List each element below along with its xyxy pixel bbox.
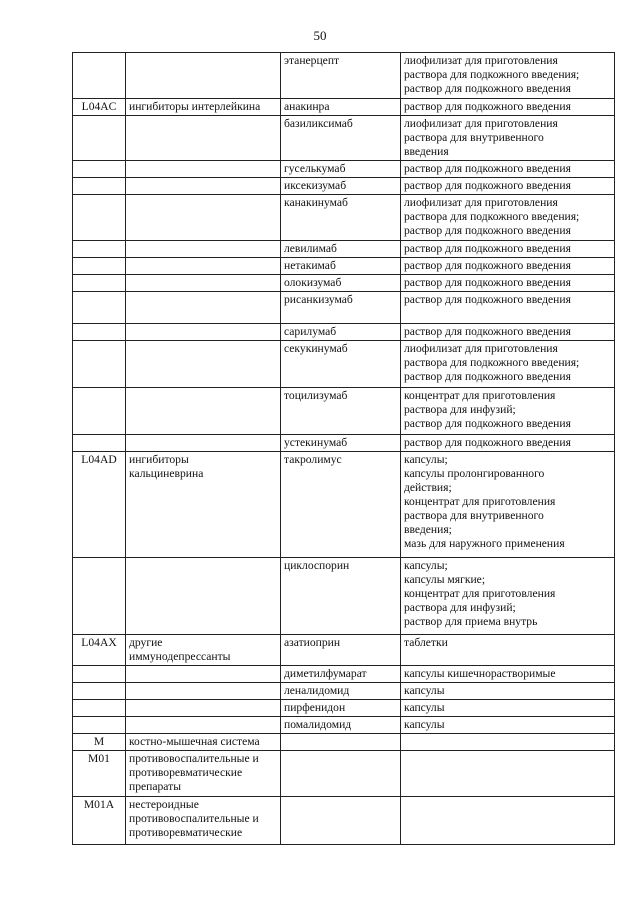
table-row	[73, 116, 615, 161]
dosage-form-cell: капсулы кишечнорастворимые	[401, 666, 615, 683]
dosage-form-cell: лиофилизат для приготовления раствора для подкожного введения; раствор для подкожного введения	[401, 341, 615, 388]
dosage-form-cell: таблетки	[401, 635, 615, 666]
group-name-cell	[126, 258, 281, 275]
group-name-cell: ингибиторы кальциневрина	[126, 452, 281, 558]
dosage-form-cell: раствор для подкожного введения	[401, 161, 615, 178]
table-row	[73, 797, 615, 845]
dosage-form-cell: капсулы	[401, 683, 615, 700]
dosage-form-cell: концентрат для приготовления раствора для инфузий; раствор для подкожного введения	[401, 388, 615, 435]
atc-code-cell: M01A	[73, 797, 126, 845]
table-row	[73, 99, 615, 116]
group-name-cell	[126, 435, 281, 452]
group-name-cell: другие иммунодепрессанты	[126, 635, 281, 666]
drug-name-cell	[281, 734, 401, 751]
drug-name-cell: этанерцепт	[281, 53, 401, 99]
dosage-form-cell: раствор для подкожного введения	[401, 178, 615, 195]
table-row	[73, 435, 615, 452]
drug-name-cell: леналидомид	[281, 683, 401, 700]
atc-code-cell	[73, 388, 126, 435]
atc-code-cell: M01	[73, 751, 126, 797]
drug-name-cell: канакинумаб	[281, 195, 401, 241]
drug-name-cell	[281, 797, 401, 845]
atc-code-cell: L04AX	[73, 635, 126, 666]
dosage-form-cell: раствор для подкожного введения	[401, 258, 615, 275]
group-name-cell	[126, 717, 281, 734]
atc-code-cell	[73, 683, 126, 700]
group-name-cell: противовоспалительные и противоревматические препараты	[126, 751, 281, 797]
drug-name-cell: анакинра	[281, 99, 401, 116]
table-row	[73, 751, 615, 797]
atc-code-cell	[73, 435, 126, 452]
group-name-cell: нестероидные противовоспалительные и противоревматические	[126, 797, 281, 845]
drug-name-cell: такролимус	[281, 452, 401, 558]
table-row	[73, 700, 615, 717]
drug-name-cell: секукинумаб	[281, 341, 401, 388]
dosage-form-cell: раствор для подкожного введения	[401, 275, 615, 292]
drug-name-cell: диметилфумарат	[281, 666, 401, 683]
drug-name-cell	[281, 751, 401, 797]
table-row	[73, 324, 615, 341]
group-name-cell: ингибиторы интерлейкина	[126, 99, 281, 116]
group-name-cell	[126, 341, 281, 388]
atc-code-cell	[73, 558, 126, 635]
group-name-cell	[126, 292, 281, 324]
dosage-form-cell: лиофилизат для приготовления раствора для подкожного введения; раствор для подкожного введения	[401, 53, 615, 99]
group-name-cell	[126, 558, 281, 635]
table-row	[73, 666, 615, 683]
dosage-form-cell	[401, 751, 615, 797]
group-name-cell	[126, 275, 281, 292]
table-row	[73, 717, 615, 734]
drug-name-cell: устекинумаб	[281, 435, 401, 452]
drug-name-cell: тоцилизумаб	[281, 388, 401, 435]
dosage-form-cell: раствор для подкожного введения	[401, 435, 615, 452]
dosage-form-cell: раствор для подкожного введения	[401, 99, 615, 116]
table-row	[73, 683, 615, 700]
drug-name-cell: рисанкизумаб	[281, 292, 401, 324]
table-row	[73, 161, 615, 178]
atc-code-cell	[73, 700, 126, 717]
atc-code-cell	[73, 178, 126, 195]
drug-name-cell: циклоспорин	[281, 558, 401, 635]
drug-name-cell: пирфенидон	[281, 700, 401, 717]
atc-code-cell: L04AC	[73, 99, 126, 116]
table-row	[73, 635, 615, 666]
group-name-cell	[126, 388, 281, 435]
atc-code-cell	[73, 53, 126, 99]
drug-name-cell: левилимаб	[281, 241, 401, 258]
dosage-form-cell: раствор для подкожного введения	[401, 241, 615, 258]
atc-code-cell	[73, 161, 126, 178]
atc-code-cell	[73, 258, 126, 275]
group-name-cell	[126, 161, 281, 178]
dosage-form-cell: капсулы	[401, 700, 615, 717]
dosage-form-cell	[401, 797, 615, 845]
table-row	[73, 178, 615, 195]
table-row	[73, 734, 615, 751]
table-row	[73, 53, 615, 99]
table-row	[73, 452, 615, 558]
table-row	[73, 341, 615, 388]
table-row	[73, 558, 615, 635]
dosage-form-cell: капсулы; капсулы мягкие; концентрат для приготовления раствора для инфузий; раствор для приема внутрь	[401, 558, 615, 635]
drug-name-cell: нетакимаб	[281, 258, 401, 275]
dosage-form-cell: капсулы; капсулы пролонгированного действия; концентрат для приготовления раствора для внутривенного введения; мазь для наружного применения	[401, 452, 615, 558]
drug-name-cell: помалидомид	[281, 717, 401, 734]
group-name-cell	[126, 241, 281, 258]
atc-code-cell: L04AD	[73, 452, 126, 558]
group-name-cell	[126, 178, 281, 195]
atc-code-cell	[73, 275, 126, 292]
table-row	[73, 292, 615, 324]
dosage-form-cell: капсулы	[401, 717, 615, 734]
drug-name-cell: иксекизумаб	[281, 178, 401, 195]
table-row	[73, 388, 615, 435]
atc-code-cell	[73, 195, 126, 241]
group-name-cell: костно-мышечная система	[126, 734, 281, 751]
table-row	[73, 275, 615, 292]
atc-code-cell	[73, 241, 126, 258]
table-row	[73, 258, 615, 275]
page-number: 50	[313, 28, 327, 43]
atc-code-cell	[73, 341, 126, 388]
atc-code-cell	[73, 324, 126, 341]
atc-code-cell	[73, 116, 126, 161]
atc-code-cell	[73, 666, 126, 683]
drug-name-cell: сарилумаб	[281, 324, 401, 341]
atc-code-cell: M	[73, 734, 126, 751]
dosage-form-cell	[401, 734, 615, 751]
drug-name-cell: базиликсимаб	[281, 116, 401, 161]
drug-table	[72, 52, 615, 845]
drug-name-cell: азатиоприн	[281, 635, 401, 666]
table-row	[73, 195, 615, 241]
table-row	[73, 241, 615, 258]
dosage-form-cell: лиофилизат для приготовления раствора для внутривенного введения	[401, 116, 615, 161]
group-name-cell	[126, 700, 281, 717]
dosage-form-cell: раствор для подкожного введения	[401, 292, 615, 324]
dosage-form-cell: лиофилизат для приготовления раствора для подкожного введения; раствор для подкожного введения	[401, 195, 615, 241]
drug-name-cell: гуселькумаб	[281, 161, 401, 178]
group-name-cell	[126, 666, 281, 683]
atc-code-cell	[73, 717, 126, 734]
dosage-form-cell: раствор для подкожного введения	[401, 324, 615, 341]
group-name-cell	[126, 324, 281, 341]
group-name-cell	[126, 195, 281, 241]
drug-name-cell: олокизумаб	[281, 275, 401, 292]
group-name-cell	[126, 116, 281, 161]
group-name-cell	[126, 683, 281, 700]
atc-code-cell	[73, 292, 126, 324]
group-name-cell	[126, 53, 281, 99]
